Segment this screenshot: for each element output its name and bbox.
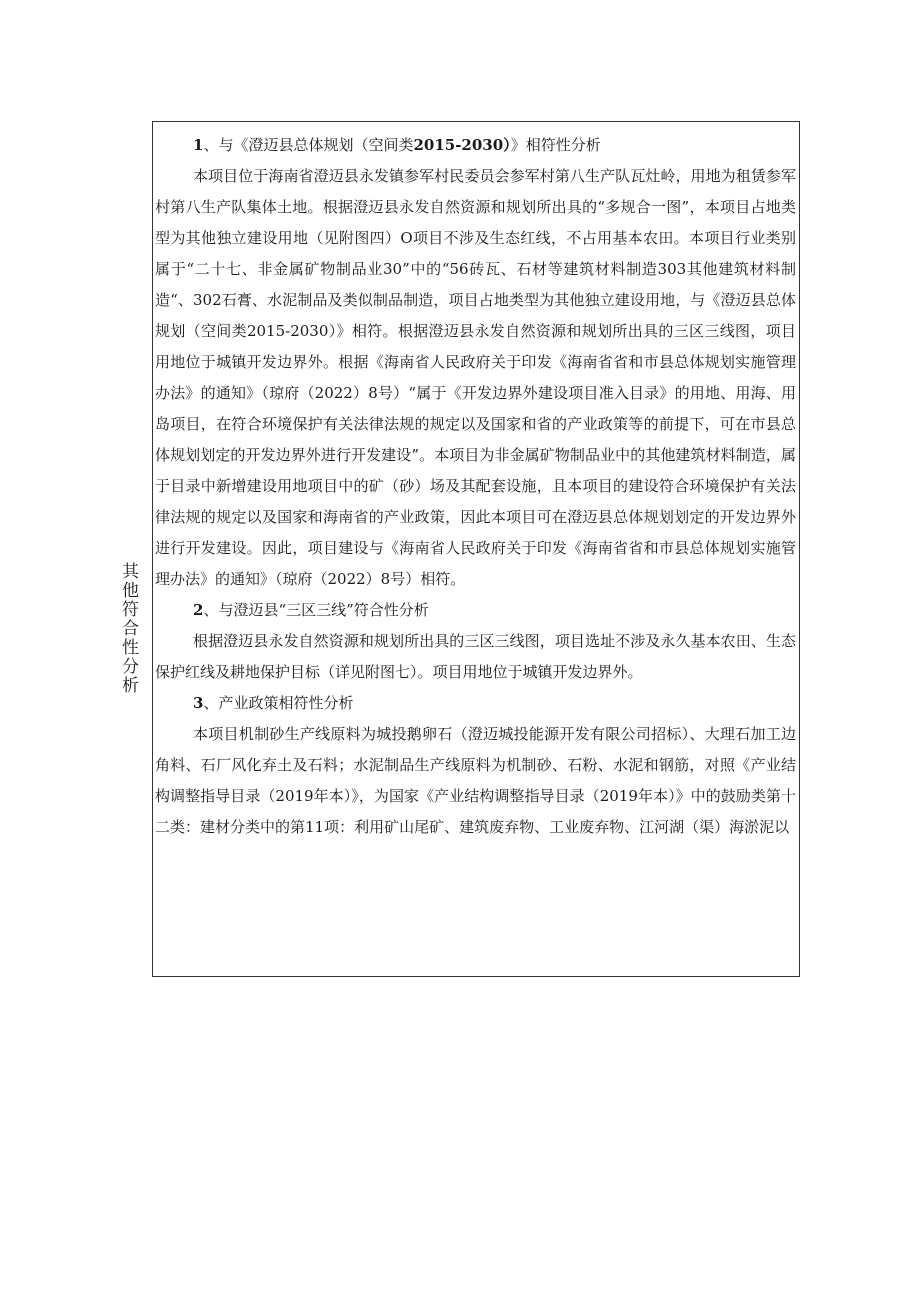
section-1-title-years: 2015-2030） [413,136,511,154]
content-cell [155,130,796,843]
section-1-title-post: 》相符性分析 [510,136,601,154]
section-2-title: 、与澄迈县“三区三线”符合性分析 [203,601,429,619]
section-3-heading [155,688,796,719]
section-1-heading [155,130,796,161]
section-1-title-pre: 、与《澄迈县总体规划（空间类 [203,136,414,154]
compliance-table [118,121,800,977]
row-label: 其他符合性分析 [118,562,138,695]
section-3-title: 、产业政策相符性分析 [203,694,354,712]
section-2-heading [155,595,796,626]
section-1-paragraph: 本项目位于海南省澄迈县永发镇参军村民委员会参军村第八生产队瓦灶岭，用地为租赁参军村第八生产队集体土地。根据澄迈县永发自然资源和规划所出具的“多规合一图”，本项目占地类型为其他独立建设用地（见附图四）O项目不涉及生态红线，不占用基本农田。本项目行业类别属于“二十七、非金属矿物制品业30”中的“56砖瓦、石材等建筑材料制造303其他建筑材料制造“、302石膏、水泥制品及类似制品制造，项目占地类型为其他独立建设用地，与《澄迈县总体规划（空间类2015-2030）》相符。根据澄迈县永发自然资源和规划所出具的三区三线图，项目用地位于城镇开发边界外。根据《海南省人民政府关于印发《海南省省和市县总体规划实施管理办法》的通知》（琼府（2022）8号）“属于《开发边界外建设项目准入目录》的用地、用海、用岛项目，在符合环境保护有关法律法规的规定以及国家和省的产业政策等的前提下，可在市县总体规划划定的开发边界外进行开发建设”。本项目为非金属矿物制品业中的其他建筑材料制造，属于目录中新增建设用地项目中的矿（砂）场及其配套设施，且本项目的建设符合环境保护有关法律法规的规定以及国家和海南省的产业政策，因此本项目可在澄迈县总体规划划定的开发边界外进行开发建设。因此，项目建设与《海南省人民政府关于印发《海南省省和市县总体规划实施管理办法》的通知》（琼府（2022）8号）相符。 [155,167,796,588]
section-3-paragraph: 本项目机制砂生产线原料为城投鹅卵石（澄迈城投能源开发有限公司招标）、大理石加工边角料、石厂风化弃土及石料；水泥制品生产线原料为机制砂、石粉、水泥和钢筋，对照《产业结构调整指导目录（2019年本）》，为国家《产业结构调整指导目录（2019年本）》中的鼓励类第十二类：建材分类中的第11项：利用矿山尾矿、建筑废弃物、工业废弃物、江河湖（渠）海淤泥以 [155,725,796,836]
section-1-number: 1 [193,136,204,154]
section-2-number: 2 [193,601,204,619]
section-2-paragraph: 根据澄迈县永发自然资源和规划所出具的三区三线图，项目选址不涉及永久基本农田、生态保护红线及耕地保护目标（详见附图七）。项目用地位于城镇开发边界外。 [155,632,796,681]
section-3-number: 3 [193,694,204,712]
